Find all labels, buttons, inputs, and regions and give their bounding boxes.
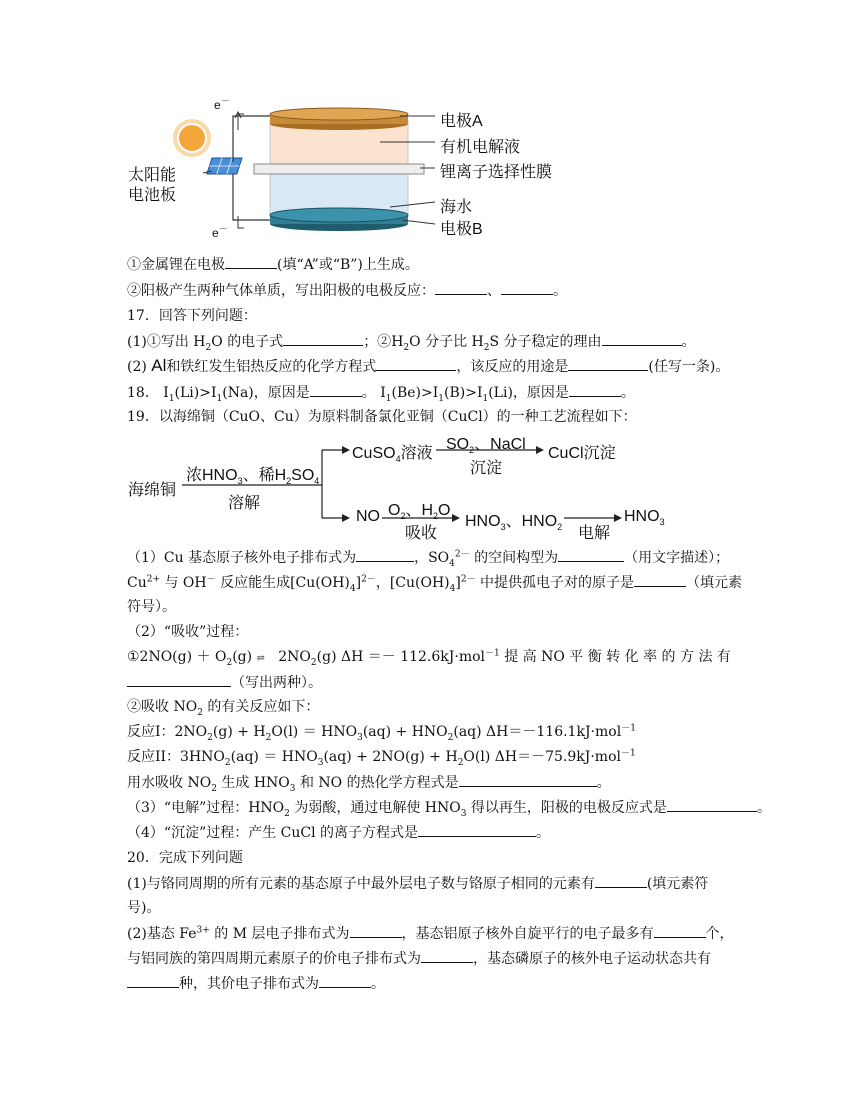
- flow-no: NO: [356, 508, 380, 525]
- q19-p2-q2: （写出两种）。: [127, 672, 322, 693]
- membrane: [254, 164, 424, 174]
- q20-line3: (2)基态 $Fe^{3+}$ 的 M 层电子排布式为 ，基态铝原子核外自旋平行的电子最多有 个，: [127, 923, 734, 944]
- flow-cuso4: CuSO$_4$溶液: [352, 445, 433, 465]
- q19-title: 19．以海绵铜（CuO、Cu）为原料制备氯化亚铜（CuCl）的一种工艺流程如下：: [127, 409, 637, 425]
- flow-precip: 沉淀: [470, 460, 503, 477]
- label-electrode-b: 电极B: [440, 221, 483, 238]
- q19-r1: 反应I：$2NO_2(g) + H_2O(l) = HNO_3(aq) + HNO_2(aq)$ ΔH＝－116.1kJ·mol$^{-1}$: [127, 723, 636, 743]
- flow-electrolysis: 电解: [578, 525, 611, 542]
- flow-start: 海绵铜: [128, 482, 177, 499]
- flow-so2-nacl: $SO_2$、NaCl: [446, 436, 526, 456]
- q16-part1: ①金属锂在电极 (填“A”或“B”)上生成。: [127, 254, 419, 275]
- electron-label-top: e－: [214, 96, 230, 112]
- q19-p2-sub: ②吸收 $NO_2$ 的有关反应如下：: [127, 699, 320, 718]
- label-seawater: 海水: [440, 199, 473, 216]
- sun-icon: [179, 125, 205, 151]
- solar-label-1: 太阳能: [128, 167, 177, 184]
- q19-p2-eq: ①2NO(g) ＋ $O_2(g)$ ⇌ $2NO_2(g) \Delta H =- 112.6kJ\cdot mol^{-1}$ 提 高 NO 平 衡 转 化 率 的 方 法 有: [127, 648, 731, 668]
- q19-p2-title: （2）“吸收”过程：: [127, 624, 249, 640]
- flow-cucl: CuCl沉淀: [548, 445, 616, 462]
- q16-part2: ②阳极产生两种气体单质，写出阳极的电极反应： 、 。: [127, 280, 567, 301]
- q18-line: 18． $I_1(Li)>I_1(Na)$，原因是 。 $I_1(Be)>I_1(B)>I_1(Li)$，原因是 。: [127, 382, 635, 403]
- flow-reagent-bottom: 溶解: [228, 495, 261, 512]
- q20-line5: 种，其价电子排布式为 。: [127, 973, 385, 994]
- q17-line2: (2) Al和铁红发生铝热反应的化学方程式 ，该反应的用途是 (任写一条)。: [127, 356, 730, 375]
- q20-line2: 号)。: [127, 900, 161, 916]
- flow-reagent-top: 浓$HNO_3$、稀$H_2SO_4$: [186, 467, 320, 487]
- q19-p3: （3）“电解”过程：$HNO_2$ 为弱酸，通过电解使 $HNO_3$ 得以再生，阳极的电极反应式是 。: [127, 797, 771, 818]
- q19-p4: （4）“沉淀”过程：产生 CuCl 的离子方程式是 。: [127, 822, 550, 843]
- q19-p1-line2: $Cu^{2+}$ 与 OH－ 反应能生成$[Cu(OH)_4]^{2-}$，$[Cu(OH)_4]^{2-}$ 中提供孤电子对的原子是 （填元素: [127, 572, 742, 593]
- label-electrode-a: 电极A: [440, 113, 483, 130]
- flow-hno3-hno2: $HNO_3$、$HNO_2$: [465, 513, 563, 533]
- electrode-a: [270, 108, 408, 120]
- electron-label-bottom: e－: [212, 224, 228, 240]
- solar-panel-icon: [207, 158, 242, 174]
- q19-r2: 反应II：$3HNO_2(aq) = HNO_3(aq) + 2NO(g) + H_2O(l)$ ΔH＝－75.9kJ·mol$^{-1}$: [127, 748, 636, 768]
- flow-o2-h2o: $O_2$、$H_2O$: [388, 502, 451, 522]
- solar-label-2: 电池板: [128, 187, 177, 204]
- q20-line4: 与铝同族的第四周期元素原子的价电子排布式为 ，基态磷原子的核外电子运动状态共有: [127, 948, 711, 969]
- q17-line1: (1)①写出 $H_2O$ 的电子式 ；$②H_2O$ 分子比 $H_2S$ 分子稳定的理由 。: [127, 331, 696, 352]
- flow-hno3: $HNO_3$: [624, 508, 665, 528]
- flow-absorb: 吸收: [405, 525, 438, 542]
- q20-title: 20．完成下列问题: [127, 850, 243, 866]
- electrode-b: [270, 208, 408, 222]
- label-membrane: 锂离子选择性膜: [440, 164, 553, 181]
- q19-r3: 用水吸收 $NO_2$ 生成 $HNO_3$ 和 NO 的热化学方程式是 。: [127, 772, 611, 793]
- q19-p1-line1: （1）Cu 基态原子核外电子排布式为 ，$SO_4^{2-}$ 的空间构型为 （用文字描述）；: [127, 547, 729, 568]
- label-electrolyte: 有机电解液: [440, 139, 521, 156]
- q20-line1: (1)与铬同周期的所有元素的基态原子中最外层电子数与铬原子相同的元素有 (填元素符: [127, 873, 708, 894]
- q19-p1-line3: 符号）。: [127, 599, 176, 615]
- q17-title: 17．回答下列问题：: [127, 308, 257, 324]
